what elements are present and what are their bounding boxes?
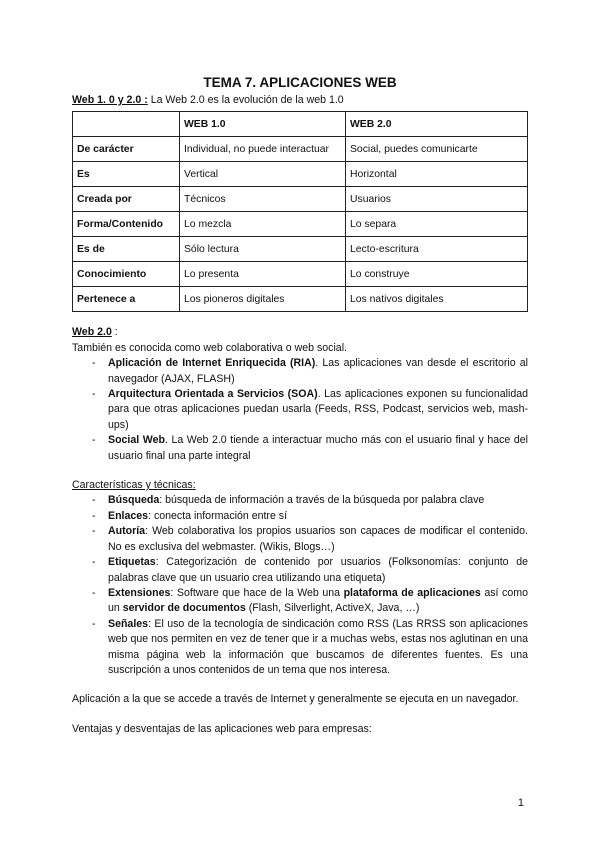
- table-row-label: Pertenece a: [73, 287, 180, 312]
- table-header-cell: WEB 1.0: [180, 112, 346, 137]
- table-cell-web2: Lo construye: [346, 262, 528, 287]
- table-cell-web1: Sólo lectura: [180, 237, 346, 262]
- table-header-cell: [73, 112, 180, 137]
- table-cell-web1: Lo presenta: [180, 262, 346, 287]
- table-row: [73, 187, 528, 212]
- list-item-term: Extensiones: [108, 586, 171, 599]
- list-item-term: Aplicación de Internet Enriquecida (RIA): [108, 357, 316, 370]
- table-cell-web2: Horizontal: [346, 162, 528, 187]
- table-cell-web1: Individual, no puede interactuar: [180, 137, 346, 162]
- web2-heading-line: [72, 325, 528, 340]
- list-item-text: : El uso de la tecnología de sindicación como RSS (Las RRSS son aplicaciones web que nos permiten en vez de tener que ir a muchas webs, estas nos aglutinan en una misma página web la información que buscamos de diferentes fuentes. Es una suscripción a unos contenidos de un tema que nos interesa.: [108, 617, 528, 676]
- table-header-cell: WEB 2.0: [346, 112, 528, 137]
- list-item: [92, 555, 528, 586]
- list-item-text: : Software que hace de la Web una: [170, 586, 344, 599]
- table-cell-web1: Vertical: [180, 162, 346, 187]
- table-row-label: Es: [73, 162, 180, 187]
- intro-line: [72, 93, 528, 108]
- list-item-text: así como un: [108, 586, 528, 615]
- table-row: [73, 237, 528, 262]
- paragraph-advantages: Ventajas y desventajas de las aplicaciones web para empresas:: [72, 722, 372, 735]
- web2-heading-suffix: :: [111, 326, 118, 339]
- list-item-text: : conecta información entre sí: [148, 509, 288, 522]
- table-header-row: [73, 112, 528, 137]
- table-cell-web2: Usuarios: [346, 187, 528, 212]
- list-item-term: Etiquetas: [108, 556, 156, 569]
- table-cell-web1: Técnicos: [180, 187, 346, 212]
- table-cell-web1: Lo mezcla: [180, 212, 346, 237]
- features-list: [72, 493, 528, 678]
- table-cell-web2: Lecto-escritura: [346, 237, 528, 262]
- list-item-text: . Las aplicaciones exponen su funcionalidad para que otras aplicaciones puedan usarla (Feeds, RSS, Podcast, servicios web, mash-ups): [108, 388, 528, 431]
- intro-label: Web 1. 0 y 2.0 :: [72, 94, 148, 106]
- list-item-term: Autoría: [108, 525, 146, 538]
- table-row: [73, 162, 528, 187]
- list-item-term: Arquitectura Orientada a Servicios (SOA): [108, 388, 318, 401]
- list-item-text: : Web colaborativa los propios usuarios son capaces de modificar el contenido. No es exclusiva del webmaster. (Wikis, Blogs…): [108, 525, 528, 553]
- table-row: [73, 212, 528, 237]
- list-item: [92, 387, 528, 433]
- table-row-label: De carácter: [73, 137, 180, 162]
- list-item-term: Social Web: [108, 434, 165, 447]
- list-item: [92, 509, 528, 524]
- features-heading: Características y técnicas:: [72, 479, 196, 492]
- web2-heading: Web 2.0: [72, 326, 112, 339]
- intro-text: La Web 2.0 es la evolución de la web 1.0: [147, 94, 344, 106]
- table-row-label: Creada por: [73, 187, 180, 212]
- list-item-text: : búsqueda de información a través de la búsqueda por palabra clave: [159, 494, 485, 507]
- list-item: [92, 524, 528, 555]
- list-item-term: Señales: [108, 617, 149, 630]
- list-item-term: Enlaces: [108, 509, 149, 522]
- list-item: [92, 617, 528, 679]
- page-number: 1: [517, 797, 524, 809]
- page-title: TEMA 7. APLICACIONES WEB: [203, 75, 397, 90]
- table-cell-web2: Social, puedes comunicarte: [346, 137, 528, 162]
- table-row: [73, 137, 528, 162]
- list-item: [92, 356, 528, 387]
- list-item-text: : Categorización de contenido por usuarios (Folksonomías: conjunto de palabras clave que un usuario crea utilizando una etiqueta): [108, 556, 528, 584]
- table-row-label: Forma/Contenido: [73, 212, 180, 237]
- table-row: [73, 262, 528, 287]
- comparison-table: [72, 111, 528, 312]
- list-item: [92, 433, 528, 464]
- list-item-text: . La Web 2.0 tiende a interactuar mucho más con el usuario final y hace del usuario final una parte integral: [108, 434, 528, 462]
- document-page: [72, 74, 528, 737]
- list-item-term: Búsqueda: [108, 494, 160, 507]
- web2-list: [72, 356, 528, 464]
- list-item: [92, 586, 528, 617]
- list-item: [92, 493, 528, 508]
- web2-subtitle: También es conocida como web colaborativa o web social.: [72, 341, 347, 354]
- paragraph-definition: Aplicación a la que se accede a través de Internet y generalmente se ejecuta en un navegador.: [72, 693, 519, 706]
- list-item-bold-text: plataforma de aplicaciones: [343, 586, 481, 599]
- table-row-label: Es de: [73, 237, 180, 262]
- table-row: [73, 287, 528, 312]
- table-cell-web2: Lo separa: [346, 212, 528, 237]
- table-cell-web2: Los nativos digitales: [346, 287, 528, 312]
- table-row-label: Conocimiento: [73, 262, 180, 287]
- list-item-bold-text: servidor de documentos: [122, 602, 246, 615]
- list-item-text: (Flash, Silverlight, ActiveX, Java, …): [245, 602, 420, 615]
- list-item-text: . Las aplicaciones van desde el escritorio al navegador (AJAX, FLASH): [108, 357, 528, 385]
- table-cell-web1: Los pioneros digitales: [180, 287, 346, 312]
